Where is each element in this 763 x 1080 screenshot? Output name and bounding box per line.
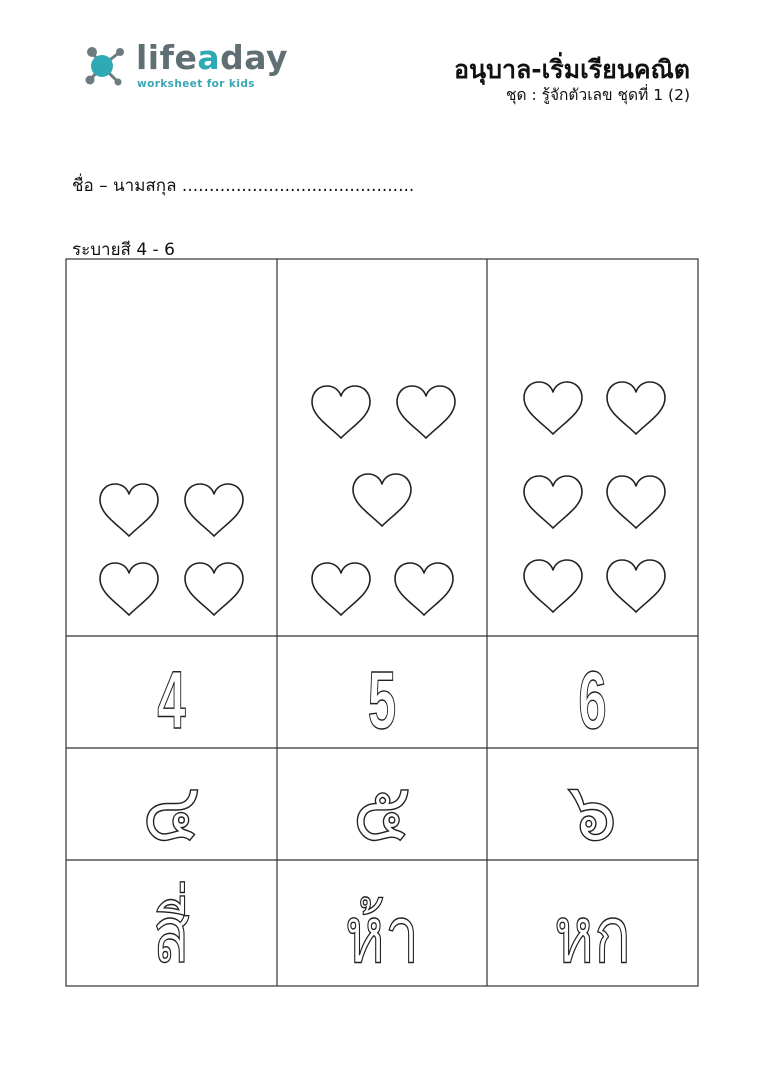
arabic-numeral-4: 4: [157, 654, 186, 747]
thai-digit-6: ๖: [567, 766, 618, 858]
heart-outline-icon[interactable]: [395, 563, 453, 615]
count-cell-5: [312, 386, 455, 615]
arabic-numeral-5: 5: [367, 654, 397, 747]
name-field-line: ชื่อ – นามสกุล ...........................................: [72, 176, 415, 196]
logo-wordmark: lifeaday: [136, 38, 289, 77]
count-cell-6: [524, 382, 665, 612]
heart-outline-icon[interactable]: [353, 474, 411, 526]
page-subtitle: ชุด : รู้จักตัวเลข ชุดที่ 1 (2): [505, 86, 690, 104]
count-cell-4: [100, 484, 243, 615]
thai-digit-5: ๕: [352, 766, 412, 858]
thai-word-4: สี่: [152, 891, 191, 979]
thai-word-5: ห้า: [344, 891, 420, 979]
thai-digit-4: ๔: [142, 766, 201, 858]
arabic-numeral-6: 6: [578, 654, 607, 747]
heart-outline-icon[interactable]: [312, 563, 370, 615]
heart-outline-icon[interactable]: [185, 484, 243, 536]
heart-outline-icon[interactable]: [100, 484, 158, 536]
thai-word-6: หก: [554, 891, 631, 979]
heart-outline-icon[interactable]: [397, 386, 455, 438]
heart-outline-icon[interactable]: [607, 476, 665, 528]
heart-outline-icon[interactable]: [607, 560, 665, 612]
grid-lines: [66, 259, 698, 986]
heart-outline-icon[interactable]: [100, 563, 158, 615]
heart-outline-icon[interactable]: [524, 560, 582, 612]
instruction-text: ระบายสี 4 - 6: [72, 240, 175, 260]
heart-outline-icon[interactable]: [524, 382, 582, 434]
heart-outline-icon[interactable]: [607, 382, 665, 434]
logo-tagline: worksheet for kids: [137, 78, 255, 90]
heart-outline-icon[interactable]: [312, 386, 370, 438]
heart-outline-icon[interactable]: [524, 476, 582, 528]
page-title: อนุบาล-เริ่มเรียนคณิต: [453, 55, 690, 84]
heart-outline-icon[interactable]: [185, 563, 243, 615]
